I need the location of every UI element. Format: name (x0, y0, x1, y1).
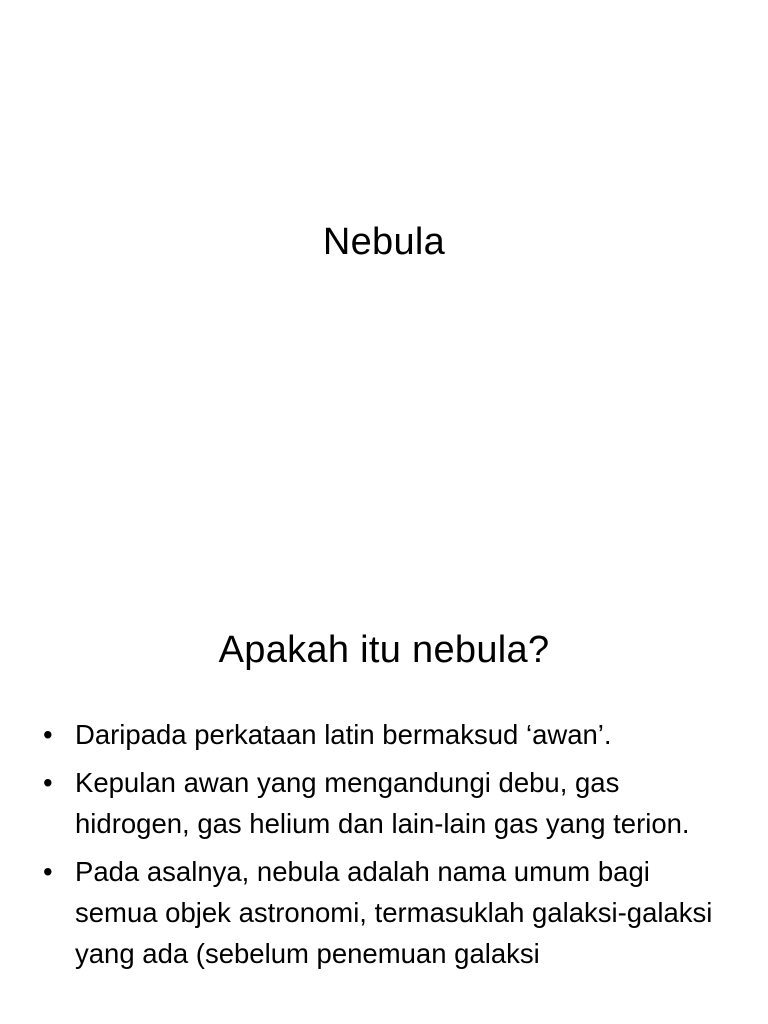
bullet-text: Pada asalnya, nebula adalah nama umum bagi semua objek astronomi, termasuklah galaksi-galaksi yang ada (sebelum penemuan galaksi (75, 856, 713, 969)
bullet-item (43, 714, 733, 755)
bullet-item (43, 851, 733, 974)
bullet-marker: • (43, 719, 53, 750)
bullet-marker: • (43, 856, 53, 887)
slide-heading: Apakah itu nebula? (218, 629, 550, 671)
content-slide (0, 576, 768, 1024)
slide-title: Nebula (322, 221, 446, 263)
bullet-text: Daripada perkataan latin bermaksud ‘awan’. (75, 719, 612, 750)
bullet-text: Kepulan awan yang mengandungi debu, gas hidrogen, gas helium dan lain-lain gas yang terion. (75, 767, 690, 839)
bullet-list (43, 714, 733, 981)
bullet-item (43, 762, 733, 844)
bullet-marker: • (43, 767, 53, 798)
